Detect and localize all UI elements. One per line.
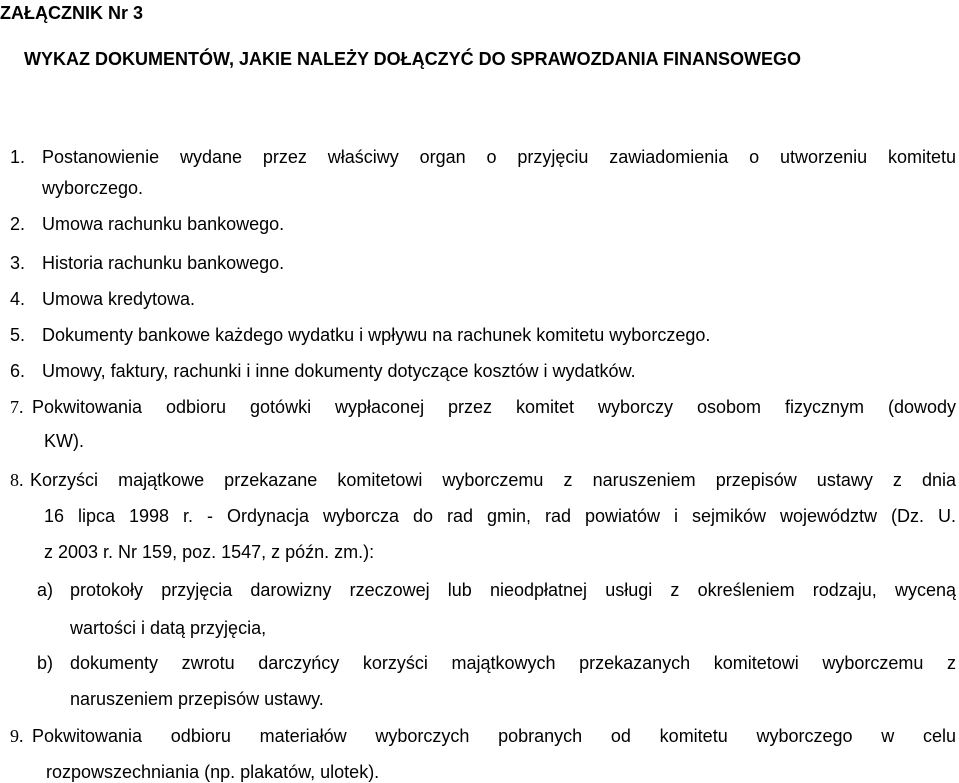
- item-text-line: Umowa rachunku bankowego.: [42, 214, 285, 234]
- item-text-line: wyborczego.: [42, 178, 144, 198]
- subitem-text-line: wartości i datą przyjęcia,: [70, 618, 267, 638]
- item-number: 2.: [10, 214, 26, 234]
- item-text-line: Historia rachunku bankowego.: [42, 253, 285, 273]
- subitem-letter: a): [37, 580, 54, 600]
- item-text-line: Dokumenty bankowe każdego wydatku i wpływu na rachunek komitetu wyborczego.: [42, 325, 711, 345]
- item-text-line: KW).: [44, 431, 84, 451]
- item-text-line: 16 lipca 1998 r. - Ordynacja wyborcza do rad gmin, rad powiatów i sejmików województw (Dz. U.: [44, 506, 956, 526]
- annex-label: ZAŁĄCZNIK Nr 3: [0, 3, 143, 23]
- item-text-line: Umowa kredytowa.: [42, 289, 196, 309]
- document-title: WYKAZ DOKUMENTÓW, JAKIE NALEŻY DOŁĄCZYĆ DO SPRAWOZDANIA FINANSOWEGO: [24, 49, 801, 69]
- item-text-line: Korzyści majątkowe przekazane komitetowi wyborczemu z naruszeniem przepisów ustawy z dnia: [30, 470, 956, 490]
- item-number: 1.: [10, 147, 26, 167]
- item-number: 3.: [10, 253, 26, 273]
- item-number: 4.: [10, 289, 26, 309]
- item-number: 8.: [10, 470, 24, 490]
- subitem-text-line: dokumenty zwrotu darczyńcy korzyści majątkowych przekazanych komitetowi wyborczemu z: [70, 653, 956, 673]
- item-number: 5.: [10, 325, 26, 345]
- item-text-line: rozpowszechniania (np. plakatów, ulotek).: [46, 762, 380, 782]
- item-text-line: z 2003 r. Nr 159, poz. 1547, z późn. zm.):: [44, 542, 375, 562]
- item-text-line: Pokwitowania odbioru gotówki wypłaconej przez komitet wyborczy osobom fizycznym (dowody: [32, 397, 956, 417]
- item-number: 7.: [10, 397, 24, 417]
- subitem-text-line: protokoły przyjęcia darowizny rzeczowej lub nieodpłatnej usługi z określeniem rodzaju, wyceną: [70, 580, 956, 600]
- subitem-letter: b): [37, 653, 54, 673]
- item-text-line: Umowy, faktury, rachunki i inne dokumenty dotyczące kosztów i wydatków.: [42, 361, 636, 381]
- item-number: 6.: [10, 361, 26, 381]
- item-number: 9.: [10, 726, 24, 746]
- item-text-line: Pokwitowania odbioru materiałów wyborczych pobranych od komitetu wyborczego w celu: [32, 726, 956, 746]
- item-text-line: Postanowienie wydane przez właściwy organ o przyjęciu zawiadomienia o utworzeniu komitetu: [42, 147, 956, 167]
- subitem-text-line: naruszeniem przepisów ustawy.: [70, 689, 324, 709]
